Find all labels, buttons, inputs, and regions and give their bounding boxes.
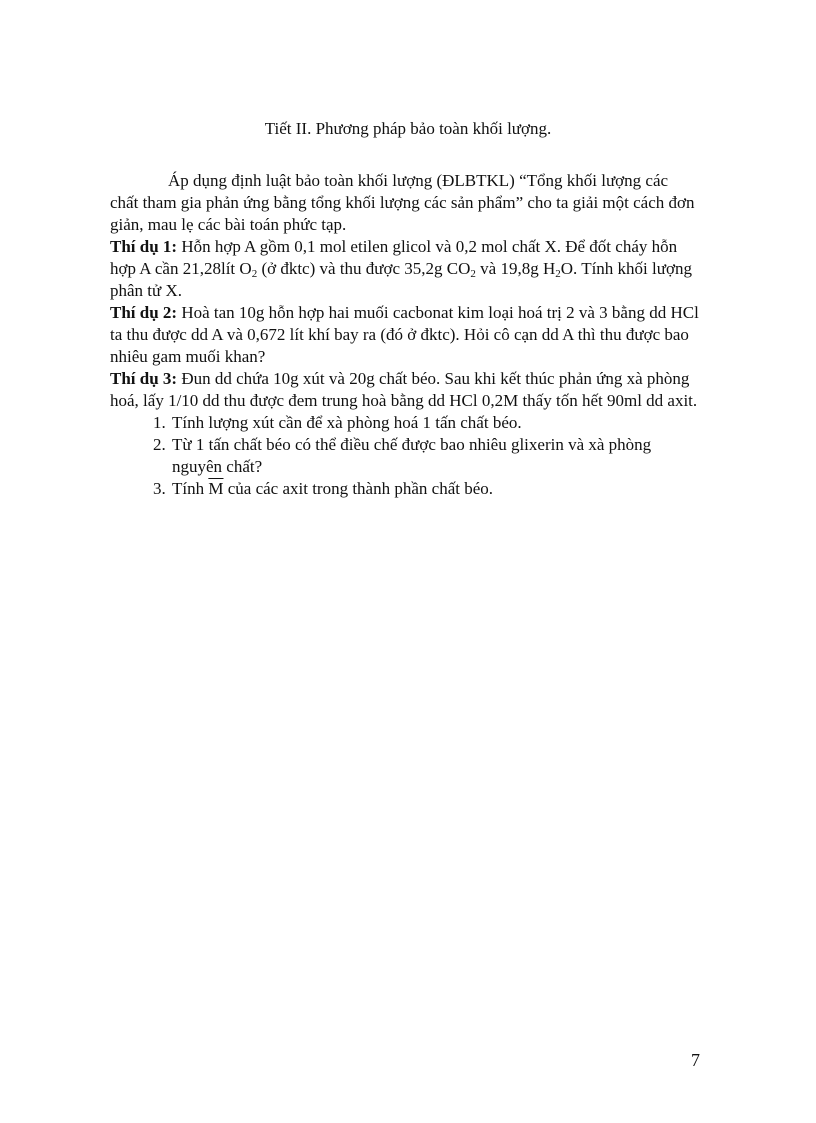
example-1-text-d: O. Tính khối lượng phân tử X. <box>110 259 692 300</box>
question-item-3 <box>170 478 700 500</box>
question-list <box>110 412 700 500</box>
question-3-text-a: Tính <box>172 479 209 498</box>
example-1-text-c: và 19,8g H <box>475 259 556 278</box>
example-1-text-a: Hỗn hợp A gồm 0,1 mol etilen glicol và 0,2 mol chất X. Để đốt cháy hỗn hợp A cần 21,28lít O <box>110 237 678 278</box>
example-3-label: Thí dụ 3: <box>110 369 178 388</box>
mean-mass-symbol: $\overline{M}$ <box>208 479 224 498</box>
example-2-text: Hoà tan 10g hỗn hợp hai muối cacbonat kim loại hoá trị 2 và 3 bằng dd HCl ta thu được dd A và 0,672 lít khí bay ra (đó ở đktc). Hỏi cô cạn dd A thì thu được bao nhiêu gam muối khan? <box>110 303 699 366</box>
question-3-text-b: của các axit trong thành phần chất béo. <box>223 479 494 498</box>
example-2-paragraph <box>110 302 700 368</box>
example-1-paragraph <box>110 236 700 302</box>
example-3-paragraph <box>110 368 700 412</box>
body-content <box>110 170 700 500</box>
example-1-label: Thí dụ 1: <box>110 237 178 256</box>
example-2-label: Thí dụ 2: <box>110 303 178 322</box>
question-item-2: 2. Từ 1 tấn chất béo có thể điều chế được bao nhiêu glixerin và xà phòng nguyên chất? <box>170 434 700 478</box>
example-1-text-b: (ở đktc) và thu được 35,2g CO <box>257 259 471 278</box>
example-1-sub-h2o: 2 <box>555 268 561 280</box>
example-1-sub-o2: 2 <box>251 268 258 280</box>
example-3-text: Đun dd chứa 10g xút và 20g chất béo. Sau khi kết thúc phản ứng xà phòng hoá, lấy 1/10 dd thu được đem trung hoà bằng dd HCl 0,2M thấy tốn hết 90ml dd axit. <box>110 369 698 410</box>
example-1-sub-co2: 2 <box>470 268 476 280</box>
intro-paragraph: Áp dụng định luật bảo toàn khối lượng (ĐLBTKL) “Tổng khối lượng các chất tham gia phản ứng bằng tổng khối lượng các sản phẩm” cho ta giải một cách đơn giản, mau lẹ các bài toán phức tạp. <box>110 171 695 234</box>
section-title: Tiết II. Phương pháp bảo toàn khối lượng. <box>264 119 552 138</box>
question-item-1: 1. Tính lượng xút cần để xà phòng hoá 1 tấn chất béo. <box>170 412 700 434</box>
page-number: 7 <box>691 1050 700 1070</box>
